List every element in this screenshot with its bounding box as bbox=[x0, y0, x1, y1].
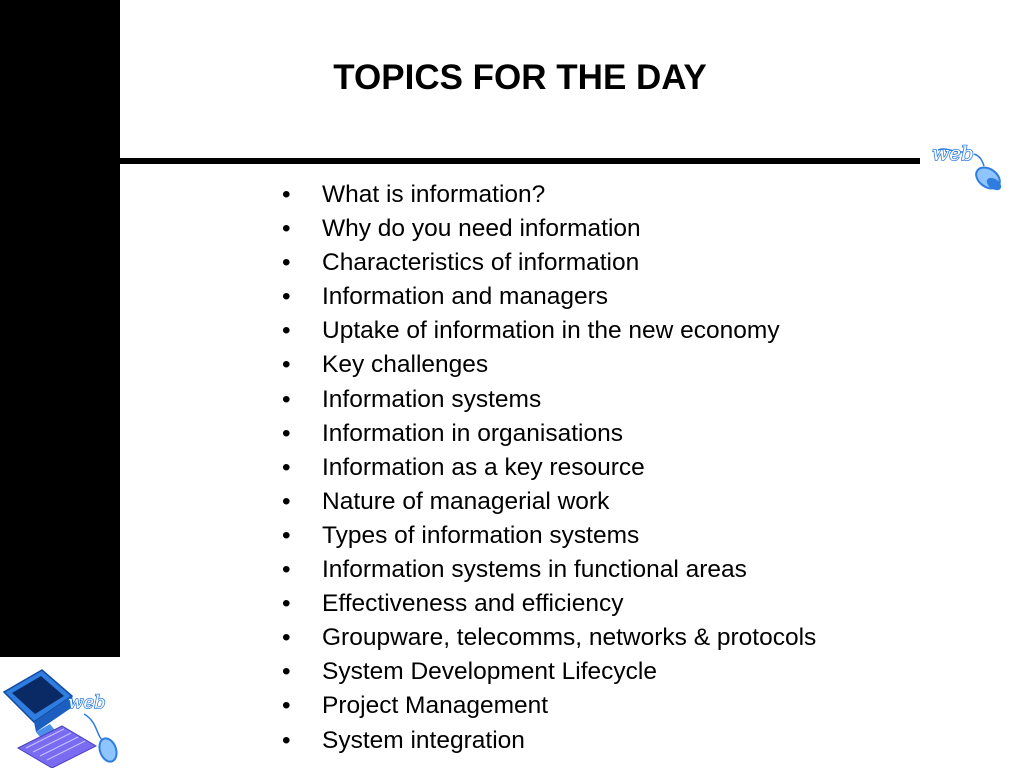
bullet-icon: • bbox=[282, 487, 291, 515]
bullet-icon: • bbox=[282, 351, 291, 379]
web-mouse-icon bbox=[928, 138, 1008, 198]
bullet-icon: • bbox=[282, 283, 291, 311]
topic-text: Information systems in functional areas bbox=[322, 556, 747, 584]
web-mouse-word: web bbox=[932, 141, 974, 165]
bullet-icon: • bbox=[282, 385, 291, 413]
topic-text: System Development Lifecycle bbox=[322, 658, 657, 686]
bullet-icon: • bbox=[282, 249, 291, 277]
bullet-icon: • bbox=[282, 215, 291, 243]
computer-icon bbox=[0, 662, 125, 768]
topic-text: Nature of managerial work bbox=[322, 487, 610, 515]
topic-text: Information and managers bbox=[322, 283, 608, 311]
topic-text: Key challenges bbox=[322, 351, 489, 379]
topic-text: Information as a key resource bbox=[322, 453, 645, 481]
topic-text: Characteristics of information bbox=[322, 249, 640, 277]
bullet-icon: • bbox=[282, 181, 291, 208]
topic-text: What is information? bbox=[322, 181, 546, 208]
bullet-icon: • bbox=[282, 624, 291, 652]
topic-text: Uptake of information in the new economy bbox=[322, 317, 780, 345]
bullet-icon: • bbox=[282, 692, 291, 720]
bullet-icon: • bbox=[282, 590, 291, 618]
topic-text: Groupware, telecomms, networks & protocols bbox=[322, 624, 817, 652]
slide-title: TOPICS FOR THE DAY bbox=[333, 58, 707, 97]
topic-text: System integration bbox=[322, 726, 525, 754]
bullet-icon: • bbox=[282, 521, 291, 549]
topic-text: Project Management bbox=[322, 692, 549, 720]
bullet-icon: • bbox=[282, 453, 291, 481]
bullet-icon: • bbox=[282, 317, 291, 345]
topic-text: Types of information systems bbox=[322, 521, 640, 549]
computer-web-word: web bbox=[68, 692, 106, 713]
bullet-icon: • bbox=[282, 658, 291, 686]
bullet-icon: • bbox=[282, 419, 291, 447]
topic-text: Information systems bbox=[322, 385, 542, 413]
title-rule bbox=[120, 158, 920, 164]
topic-text: Effectiveness and efficiency bbox=[322, 590, 624, 618]
topic-text: Information in organisations bbox=[322, 419, 623, 447]
topic-text: Why do you need information bbox=[322, 215, 641, 243]
left-black-bar bbox=[0, 0, 120, 657]
bullet-icon: • bbox=[282, 726, 291, 754]
bullet-icon: • bbox=[282, 556, 291, 584]
